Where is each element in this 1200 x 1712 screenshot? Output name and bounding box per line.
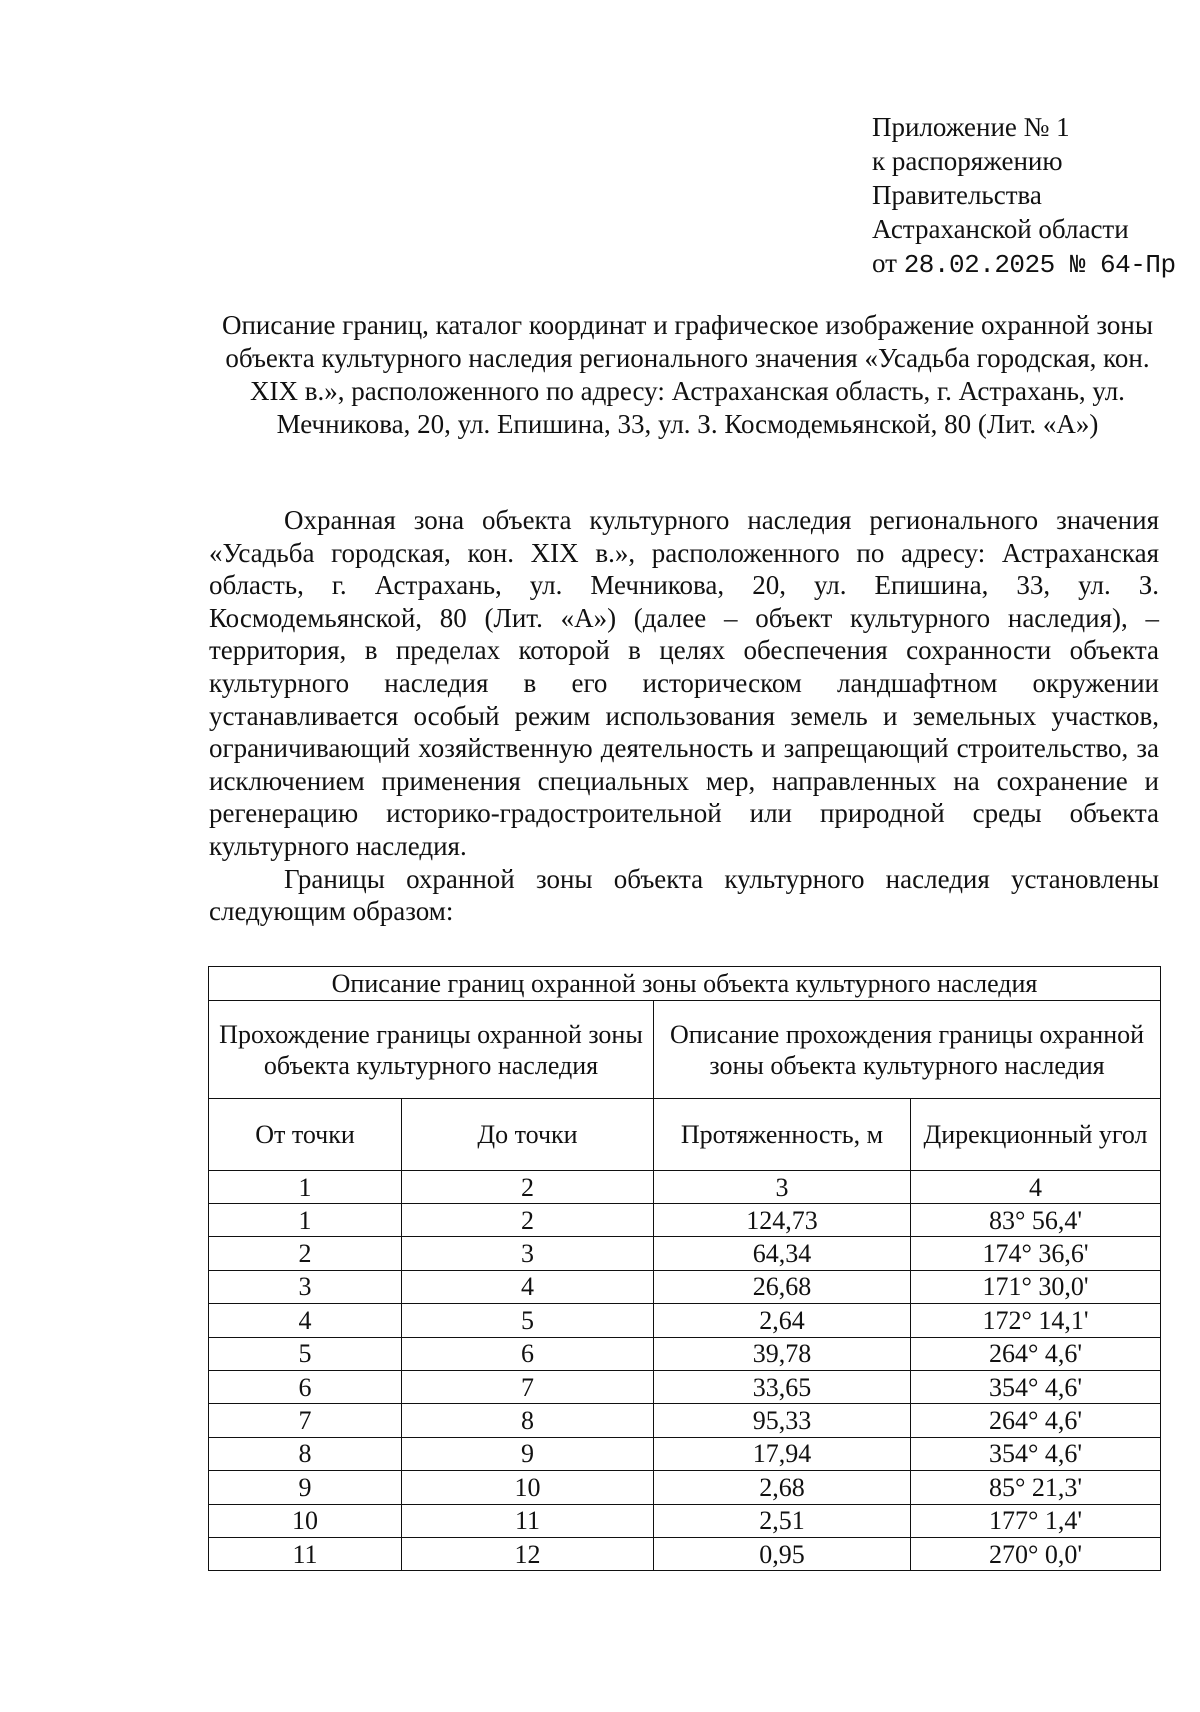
direction-angle: 264° 4,6': [911, 1337, 1161, 1370]
appendix-line-2: к распоряжению: [872, 146, 1063, 176]
appendix-date-line: [872, 246, 1176, 282]
table-row: [209, 1270, 1161, 1303]
column-header-angle: Дирекционный угол: [911, 1099, 1161, 1171]
from-point: 9: [209, 1471, 402, 1504]
from-point: 3: [209, 1270, 402, 1303]
direction-angle: 270° 0,0': [911, 1537, 1161, 1570]
from-point: 7: [209, 1404, 402, 1437]
from-point: 10: [209, 1504, 402, 1537]
from-point: 4: [209, 1304, 402, 1337]
paragraph-2: Границы охранной зоны объекта культурного наследия установлены следующим образом:: [209, 863, 1159, 927]
direction-angle: 172° 14,1': [911, 1304, 1161, 1337]
table-row: [209, 1237, 1161, 1270]
appendix-line-3: Правительства: [872, 180, 1042, 210]
column-header-from: От точки: [209, 1099, 402, 1171]
segment-length: 64,34: [654, 1237, 911, 1270]
to-point: 9: [402, 1437, 654, 1470]
body-text: [209, 504, 1159, 928]
segment-length: 33,65: [654, 1370, 911, 1403]
table-row: [209, 1370, 1161, 1403]
to-point: 5: [402, 1304, 654, 1337]
table-row: [209, 1504, 1161, 1537]
paragraph-1: Охранная зона объекта культурного наследия регионального значения «Усадьба городская, кон. XIX в.», расположенного по адресу: Астраханская область, г. Астрахань, ул. Мечникова, 20, ул. Епишина, 33, ул. З. Космодемьянской, 80 (Лит. «А») (далее – объект культурного наследия), – территория, в пределах которой в целях обеспечения сохранности объекта культурного наследия в его историческом ландшафтном окружении устанавливается особый режим использования земель и земельных участков, ограничивающий хозяйственную деятельность и запрещающий строительство, за исключением применения специальных мер, направленных на сохранение и регенерацию историко-градостроительной или природной среды объекта культурного наследия.: [209, 505, 1159, 861]
from-point: 11: [209, 1537, 402, 1570]
direction-angle: 264° 4,6': [911, 1404, 1161, 1437]
to-point: 11: [402, 1504, 654, 1537]
segment-length: 2,64: [654, 1304, 911, 1337]
to-point: 6: [402, 1337, 654, 1370]
table-caption: Описание границ охранной зоны объекта культурного наследия: [209, 967, 1161, 1001]
direction-angle: 354° 4,6': [911, 1437, 1161, 1470]
direction-angle: 174° 36,6': [911, 1237, 1161, 1270]
to-point: 4: [402, 1270, 654, 1303]
to-point: 3: [402, 1237, 654, 1270]
date-prefix: от: [872, 248, 897, 278]
to-point: 8: [402, 1404, 654, 1437]
document-title: Описание границ, каталог координат и графическое изображение охранной зоны объекта культурного наследия регионального значения «Усадьба городская, кон. XIX в.», расположенного по адресу: Астраханская область, г. Астрахань, ул. Мечникова, 20, ул. Епишина, 33, ул. З. Космодемьянской, 80 (Лит. «А»): [221, 310, 1154, 439]
column-number: 3: [654, 1171, 911, 1204]
appendix-line-4: Астраханской области: [872, 214, 1129, 244]
direction-angle: 171° 30,0': [911, 1270, 1161, 1303]
column-header-length: Протяженность, м: [654, 1099, 911, 1171]
column-header-to: До точки: [402, 1099, 654, 1171]
column-number: 2: [402, 1171, 654, 1204]
from-point: 5: [209, 1337, 402, 1370]
segment-length: 39,78: [654, 1337, 911, 1370]
to-point: 2: [402, 1204, 654, 1237]
table-row: [209, 1304, 1161, 1337]
to-point: 12: [402, 1537, 654, 1570]
column-number: 4: [911, 1171, 1161, 1204]
segment-length: 17,94: [654, 1437, 911, 1470]
segment-length: 2,68: [654, 1471, 911, 1504]
appendix-line-1: Приложение № 1: [872, 112, 1070, 142]
column-number: 1: [209, 1171, 402, 1204]
segment-length: 95,33: [654, 1404, 911, 1437]
table-row: [209, 1337, 1161, 1370]
boundaries-table: [208, 966, 1161, 1571]
date-number: 28.02.2025 № 64-Пр: [903, 250, 1176, 280]
from-point: 1: [209, 1204, 402, 1237]
segment-length: 2,51: [654, 1504, 911, 1537]
table-row: [209, 1437, 1161, 1470]
table-row: [209, 1471, 1161, 1504]
from-point: 6: [209, 1370, 402, 1403]
direction-angle: 83° 56,4': [911, 1204, 1161, 1237]
from-point: 2: [209, 1237, 402, 1270]
direction-angle: 354° 4,6': [911, 1370, 1161, 1403]
direction-angle: 177° 1,4': [911, 1504, 1161, 1537]
segment-length: 26,68: [654, 1270, 911, 1303]
to-point: 10: [402, 1471, 654, 1504]
table-row: [209, 1404, 1161, 1437]
table-row: [209, 1537, 1161, 1570]
segment-length: 0,95: [654, 1537, 911, 1570]
direction-angle: 85° 21,3': [911, 1471, 1161, 1504]
segment-length: 124,73: [654, 1204, 911, 1237]
table-group-right: Описание прохождения границы охранной зоны объекта культурного наследия: [654, 1001, 1161, 1099]
table-row: [209, 1204, 1161, 1237]
table-group-left: Прохождение границы охранной зоны объекта культурного наследия: [209, 1001, 654, 1099]
from-point: 8: [209, 1437, 402, 1470]
appendix-block: [872, 110, 1176, 282]
to-point: 7: [402, 1370, 654, 1403]
